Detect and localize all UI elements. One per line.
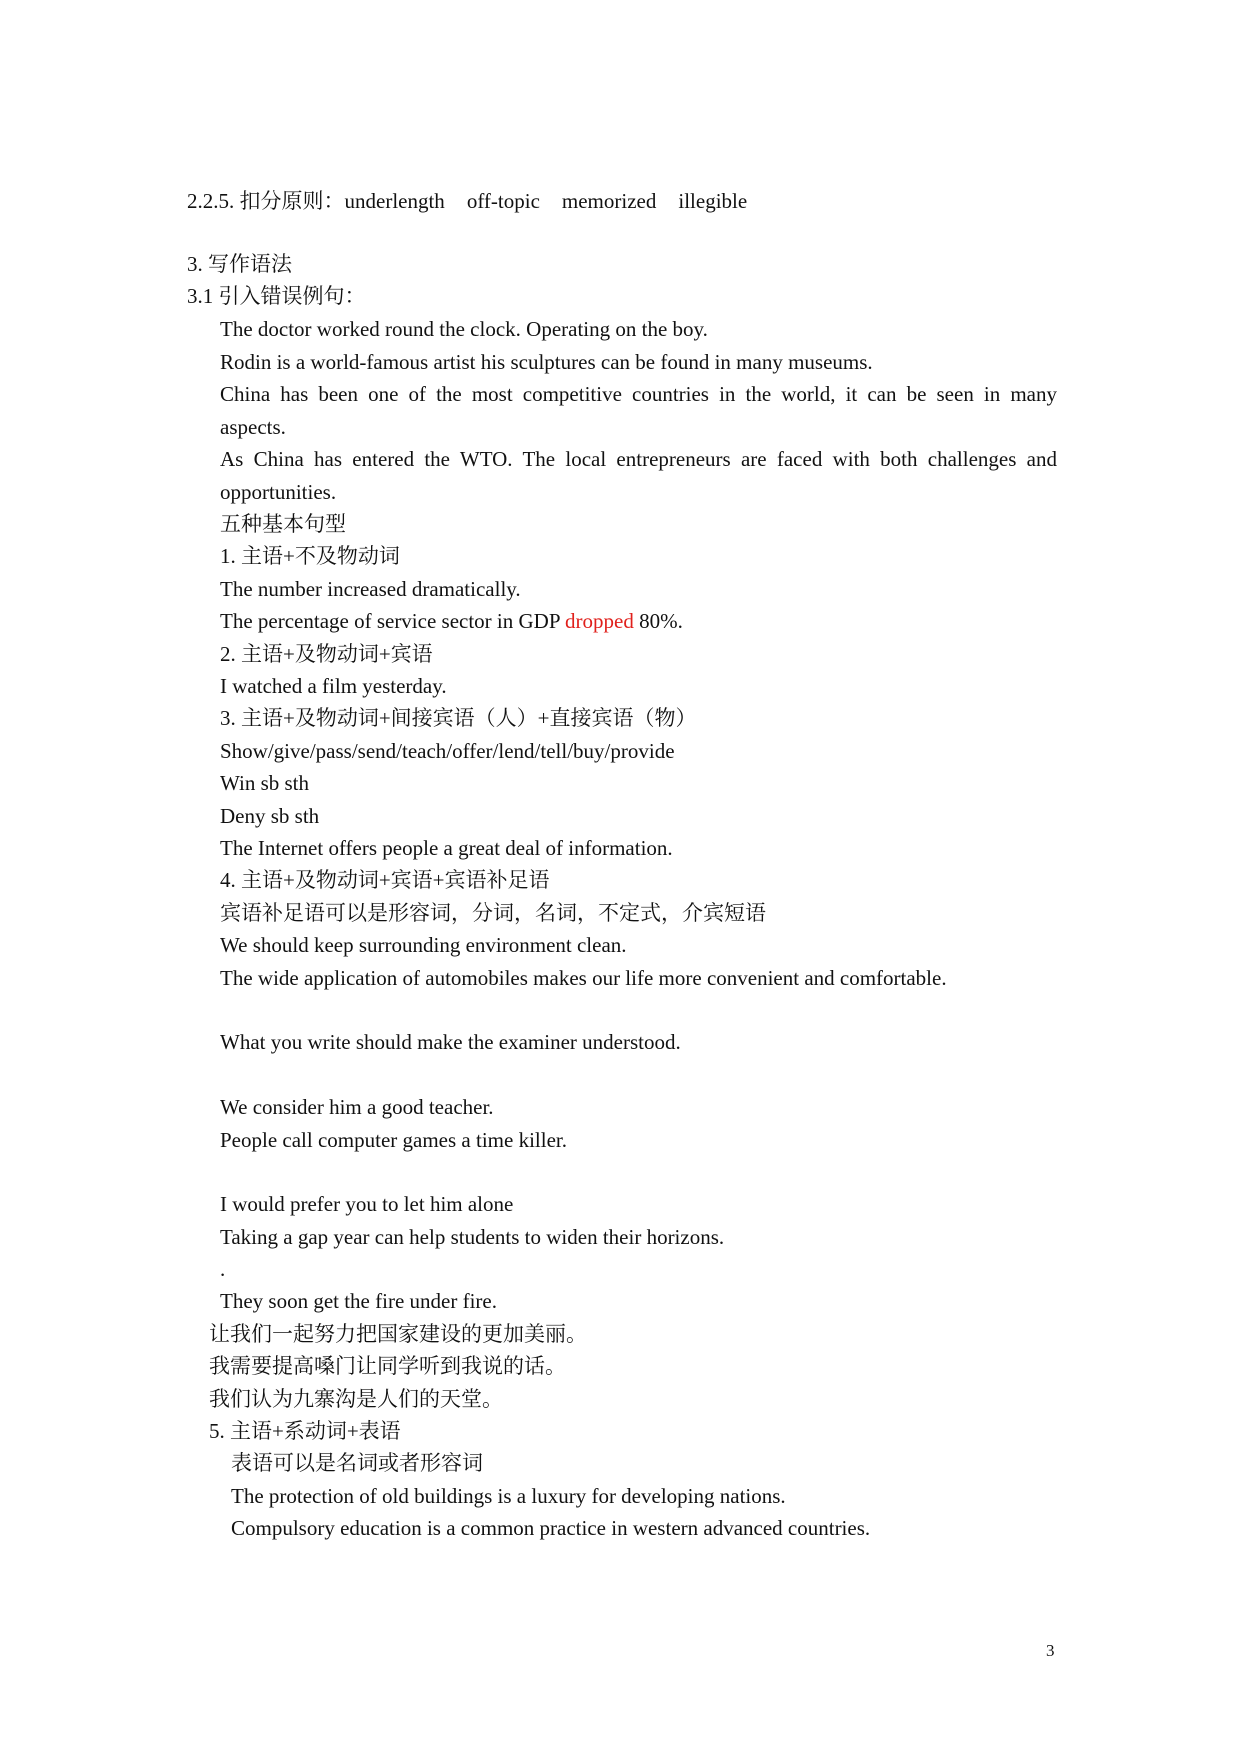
pattern-5-heading: 5. 主语+系动词+表语 [209, 1419, 401, 1443]
pattern-4-chinese-3: 我们认为九寨沟是人们的天堂。 [209, 1387, 503, 1411]
deduction-principles-line [187, 188, 747, 214]
error-sentence-4-cont: opportunities. [220, 480, 337, 504]
pattern-1-example-2-after: 80%. [633, 609, 683, 633]
pattern-4-chinese-1: 让我们一起努力把国家建设的更加美丽。 [209, 1322, 587, 1346]
pattern-4-example-2: The wide application of automobiles makes our life more convenient and comfortable. [220, 966, 947, 990]
highlighted-word: dropped [565, 609, 634, 633]
section-3-heading: 3. 写作语法 [187, 252, 292, 276]
error-sentence-4: As China has entered the WTO. The local entrepreneurs are faced with both challenges and [220, 447, 1057, 471]
error-sentence-2: Rodin is a world-famous artist his sculptures can be found in many museums. [220, 350, 873, 374]
pattern-4-example-6: I would prefer you to let him alone [220, 1192, 514, 1216]
pattern-1-example-2-before: The percentage of service sector in GDP [220, 609, 565, 633]
pattern-4-example-3: What you write should make the examiner understood. [220, 1030, 681, 1054]
pattern-3-verbs: Show/give/pass/send/teach/offer/lend/tell/buy/provide [220, 739, 675, 763]
pattern-1-example-2 [220, 608, 683, 634]
pattern-1-heading: 1. 主语+不及物动词 [220, 544, 400, 568]
error-sentence-1: The doctor worked round the clock. Operating on the boy. [220, 317, 708, 341]
pattern-4-example-7: Taking a gap year can help students to widen their horizons. [220, 1225, 725, 1249]
pattern-4-example-1: We should keep surrounding environment clean. [220, 933, 627, 957]
section-3-1-heading: 3.1 引入错误例句： [187, 284, 366, 308]
five-patterns-heading: 五种基本句型 [220, 512, 346, 536]
pattern-4-chinese-2: 我需要提高嗓门让同学听到我说的话。 [209, 1354, 566, 1378]
pattern-5-note: 表语可以是名词或者形容词 [231, 1451, 483, 1475]
deduction-item-off-topic: off-topic [466, 189, 540, 213]
error-sentence-3: China has been one of the most competitive countries in the world, it can be seen in many [220, 382, 1057, 406]
pattern-5-example-1: The protection of old buildings is a luxury for developing nations. [231, 1484, 786, 1508]
pattern-4-dot: . [220, 1257, 226, 1281]
error-sentence-3-cont: aspects. [220, 415, 286, 439]
pattern-4-example-5: People call computer games a time killer. [220, 1128, 567, 1152]
pattern-2-example-1: I watched a film yesterday. [220, 674, 447, 698]
deduction-item-memorized: memorized [561, 189, 657, 213]
pattern-4-example-4: We consider him a good teacher. [220, 1095, 494, 1119]
pattern-5-example-2: Compulsory education is a common practice in western advanced countries. [231, 1516, 871, 1540]
pattern-2-heading: 2. 主语+及物动词+宾语 [220, 642, 433, 666]
pattern-3-heading: 3. 主语+及物动词+间接宾语（人）+直接宾语（物） [220, 706, 697, 730]
pattern-4-heading: 4. 主语+及物动词+宾语+宾语补足语 [220, 868, 550, 892]
pattern-4-note: 宾语补足语可以是形容词，分词，名词，不定式，介宾短语 [220, 901, 766, 925]
pattern-3-win: Win sb sth [220, 771, 309, 795]
deduction-item-underlength: underlength [344, 189, 445, 213]
deduction-item-illegible: illegible [678, 189, 748, 213]
pattern-4-example-8: They soon get the fire under fire. [220, 1289, 497, 1313]
pattern-3-example-1: The Internet offers people a great deal of information. [220, 836, 673, 860]
pattern-1-example-1: The number increased dramatically. [220, 577, 521, 601]
pattern-3-deny: Deny sb sth [220, 804, 320, 828]
page-number: 3 [1046, 1641, 1055, 1660]
deduction-principles-label: 2.2.5. 扣分原则： [187, 189, 345, 213]
